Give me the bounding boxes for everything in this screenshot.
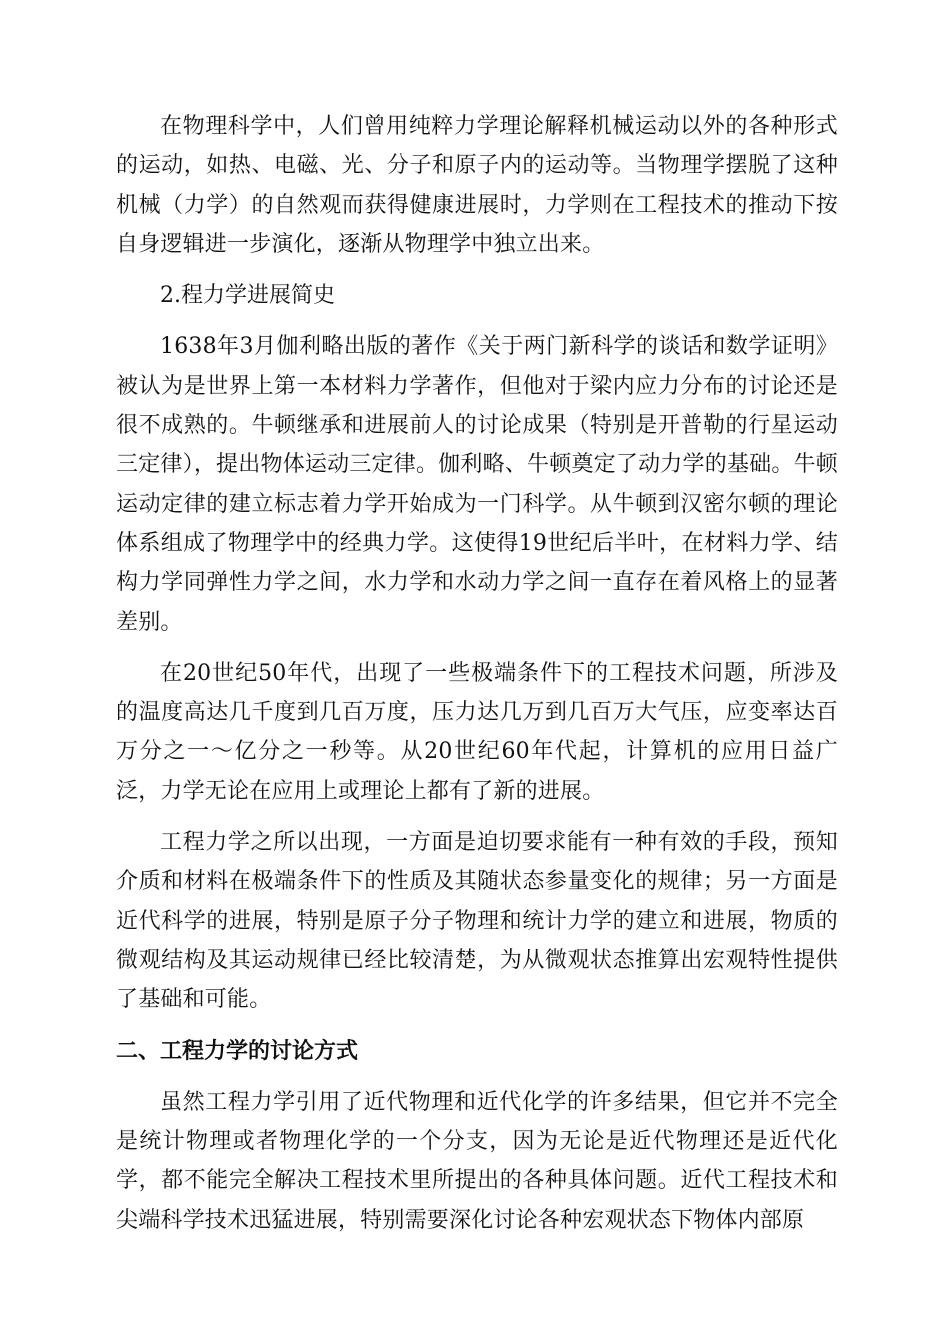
paragraph-method: 虽然工程力学引用了近代物理和近代化学的许多结果，但它并不完全是统计物理或者物理化学的一个分支，因为无论是近代物理还是近代化学，都不能完全解决工程技术里所提出的各种具体问题。近代工程技术和尖端科学技术迅猛进展，特别需要深化讨论各种宏观状态下物体内部原 [116,1089,838,1233]
paragraph-1950s: 在20世纪50年代，出现了一些极端条件下的工程技术问题，所涉及的温度高达几千度到几百万度，压力达几万到几百万大气压，应变率达百万分之一～亿分之一秒等。从20世纪60年代起，计算机的应用日益广泛，力学无论在应用上或理论上都有了新的进展。 [116,660,838,804]
paragraph-physics-mechanics: 在物理科学中，人们曾用纯粹力学理论解释机械运动以外的各种形式的运动，如热、电磁、光、分子和原子内的运动等。当物理学摆脱了这种机械（力学）的自然观而获得健康进展时，力学则在工程技术的推动下按自身逻辑进一步演化，逐渐从物理学中独立出来。 [116,114,838,257]
document-page [116,107,838,1252]
paragraph-history: 1638年3月伽利略出版的著作《关于两门新科学的谈话和数学证明》被认为是世界上第一本材料力学著作，但他对于梁内应力分布的讨论还是很不成熟的。牛顿继承和进展前人的讨论成果（特别是开普勒的行星运动三定律），提出物体运动三定律。伽利略、牛顿奠定了动力学的基础。牛顿运动定律的建立标志着力学开始成为一门科学。从牛顿到汉密尔顿的理论体系组成了物理学中的经典力学。这使得19世纪后半叶，在材料力学、结构力学同弹性力学之间，水力学和水动力学之间一直存在着风格上的显著差别。 [116,334,838,635]
section-heading-method: 二、工程力学的讨论方式 [116,1038,359,1064]
paragraph-reason: 工程力学之所以出现，一方面是迫切要求能有一种有效的手段，预知介质和材料在极端条件下的性质及其随状态参量变化的规律；另一方面是近代科学的进展，特别是原子分子物理和统计力学的建立和进展，物质的微观结构及其运动规律已经比较清楚，为从微观状态推算出宏观特性提供了基础和可能。 [116,830,838,1013]
subheading-history: 2.程力学进展简史 [160,283,335,309]
